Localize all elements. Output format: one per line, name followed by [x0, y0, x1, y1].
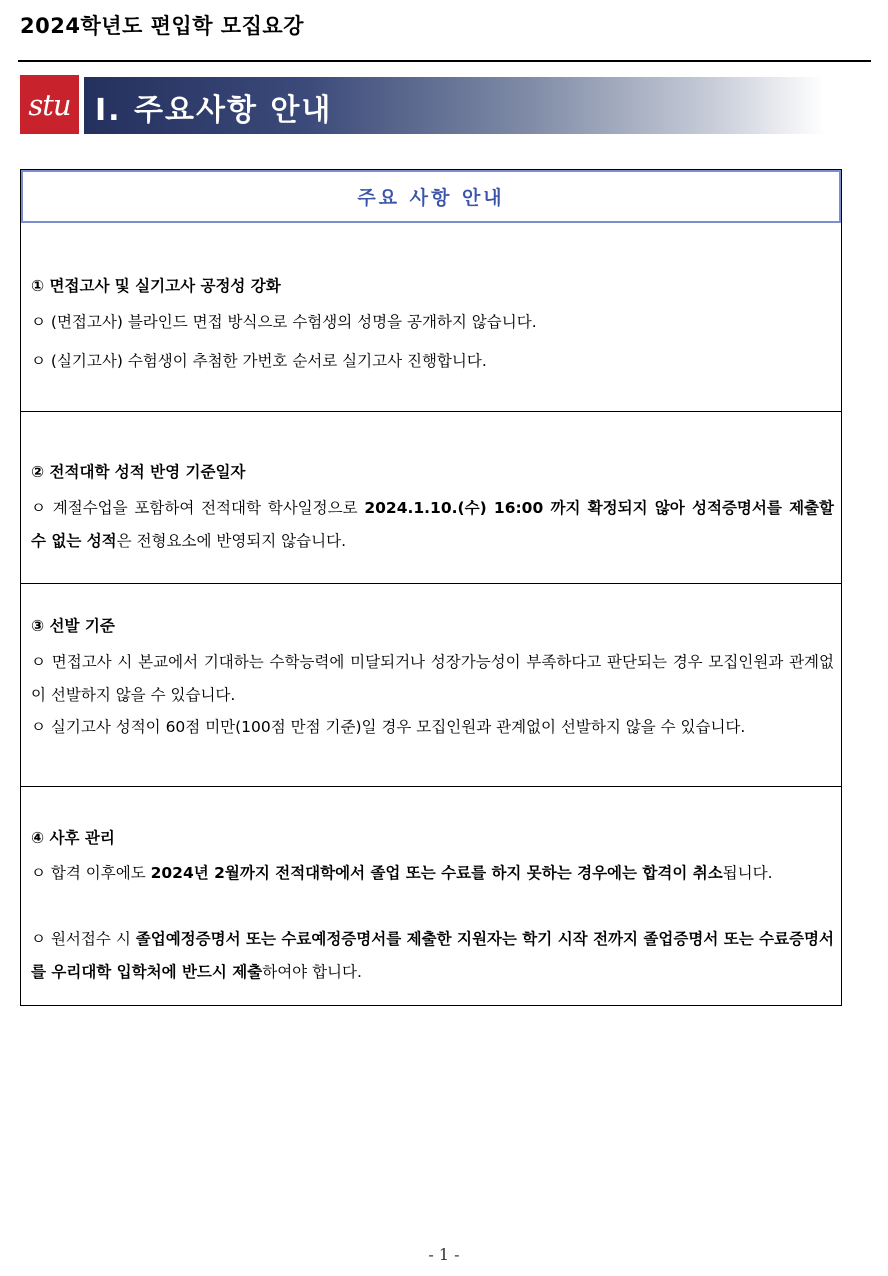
text-normal: 됩니다. [722, 864, 773, 882]
text-bold: 2024.1.10.(수) 16:00 까지 확정되지 않아 성적증명서를 제출할 수 없는 성적 [31, 499, 835, 550]
text-bold: 2024년 2월까지 전적대학에서 졸업 또는 수료를 하지 못하는 경우에는 합격이 취소 [150, 864, 723, 882]
section-2-heading: ② 전적대학 성적 반영 기준일자 [31, 463, 246, 481]
bullet: ㅇ [31, 930, 46, 948]
section-3-item-2: ㅇ 실기고사 성적이 60점 미만(100점 만점 기준)일 경우 모집인원과 관계없이 선발하지 않을 수 있습니다. [31, 718, 746, 736]
section-title: Ⅰ. 주요사항 안내 [95, 93, 333, 128]
text-normal: 합격 이후에도 [45, 864, 151, 882]
section-1-heading: ① 면접고사 및 실기고사 공정성 강화 [31, 277, 281, 295]
section-4-item-2 [31, 923, 834, 989]
section-divider [20, 411, 842, 412]
text-bold: 졸업예정증명서 또는 수료예정증명서를 제출한 지원자는 학기 시작 전까지 졸업증명서 또는 수료증명서를 우리대학 입학처에 반드시 제출 [31, 930, 834, 981]
section-4-item-1 [31, 857, 834, 890]
university-logo [20, 75, 79, 134]
section-1-item-1: ㅇ (면접고사) 블라인드 면접 방식으로 수험생의 성명을 공개하지 않습니다. [31, 313, 537, 331]
page-number: - 1 - [428, 1245, 460, 1264]
section-2-item-1 [31, 492, 834, 558]
section-divider [20, 786, 842, 787]
text-normal: 원서접수 시 [45, 930, 136, 948]
logo-text: stu [28, 87, 71, 122]
section-3-heading: ③ 선발 기준 [31, 617, 115, 635]
notice-box-title: 주요 사항 안내 [21, 170, 841, 223]
bullet: ㅇ [31, 499, 46, 517]
text-normal: 계절수업을 포함하여 전적대학 학사일정으로 [45, 499, 365, 517]
header-rule [18, 60, 871, 62]
document-title: 2024학년도 편입학 모집요강 [20, 14, 304, 38]
section-3-item-1: ㅇ 면접고사 시 본교에서 기대하는 수학능력에 미달되거나 성장가능성이 부족하다고 판단되는 경우 모집인원과 관계없이 선발하지 않을 수 있습니다. [31, 653, 834, 704]
section-divider [20, 583, 842, 584]
bullet: ㅇ [31, 864, 46, 882]
section-4-heading: ④ 사후 관리 [31, 829, 115, 847]
text-normal: 하여야 합니다. [262, 963, 362, 981]
section-1-item-2: ㅇ (실기고사) 수험생이 추첨한 가번호 순서로 실기고사 진행합니다. [31, 352, 487, 370]
text-normal: 은 전형요소에 반영되지 않습니다. [116, 532, 347, 550]
